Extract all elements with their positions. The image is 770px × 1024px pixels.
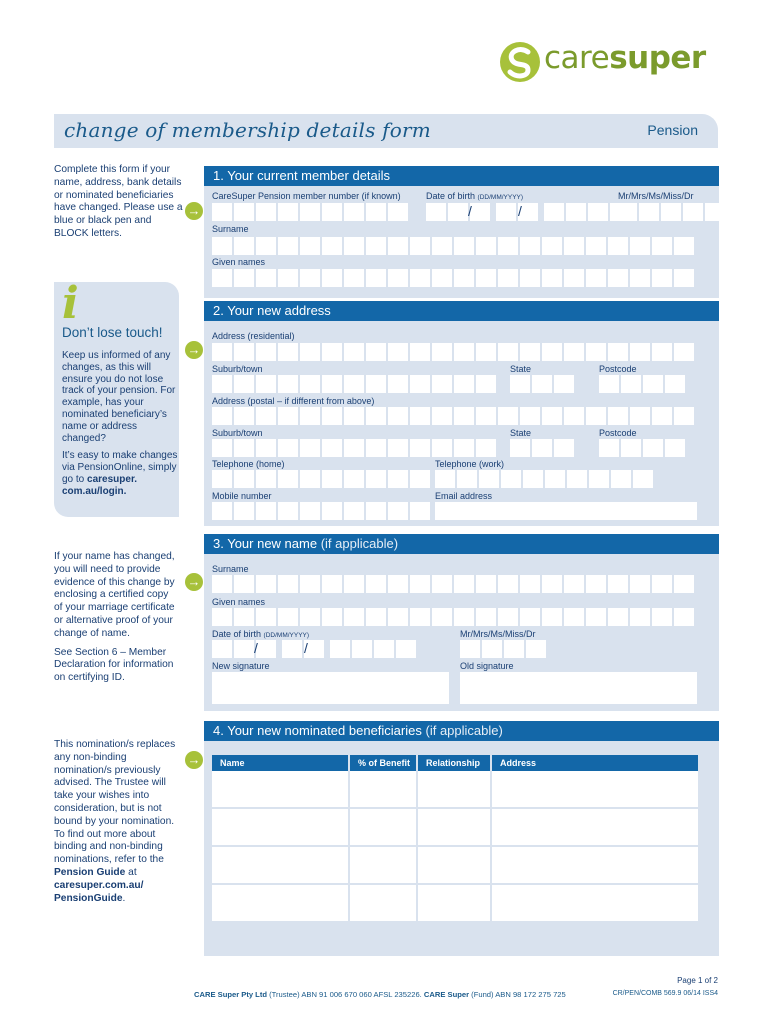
info-heading: Don’t lose touch! (62, 325, 163, 340)
form-code: CR/PEN/COMB 569.9 06/14 ISS4 (612, 990, 718, 997)
member-number-label: CareSuper Pension member number (if known) (212, 191, 401, 201)
form-title-bar (54, 114, 718, 148)
footer-legal: CARE Super Pty Ltd (Trustee) ABN 91 006 670 060 AFSL 235226. CARE Super (Fund) ABN 98 172 275 725 (194, 990, 566, 999)
tel-home-label: Telephone (home) (212, 459, 285, 469)
old-signature-field[interactable] (460, 672, 697, 704)
beneficiary-table-header (212, 755, 698, 771)
pension-guide-link[interactable]: Pension Guide (54, 866, 126, 878)
arrow-right-icon: → (185, 341, 203, 359)
form-title: change of membership details form (64, 118, 431, 142)
given-names-field[interactable] (212, 269, 694, 287)
section-4-heading: 4. Your new nominated beneficiaries (if applicable) (204, 721, 719, 741)
suburb-postal-label: Suburb/town (212, 428, 263, 438)
suburb-field[interactable] (212, 375, 496, 393)
new-dob-field[interactable] (212, 640, 416, 658)
postcode-field[interactable] (599, 375, 685, 393)
section-3-heading: 3. Your new name (if applicable) (204, 534, 719, 554)
tel-work-field[interactable] (435, 470, 653, 488)
suburb-postal-field[interactable] (212, 439, 496, 457)
mobile-field[interactable] (212, 502, 430, 520)
section-current-member-details: 1. Your current member details CareSuper Pension member number (if known) Date of birth (DD/MM/YYYY) Mr/Mrs/Ms/Miss/Dr / / Surname Given names (204, 166, 719, 298)
surname-field[interactable] (212, 237, 694, 255)
state-field[interactable] (510, 375, 574, 393)
table-row[interactable] (212, 771, 698, 807)
new-signature-label: New signature (212, 661, 270, 671)
state-postal-field[interactable] (510, 439, 574, 457)
new-title-field[interactable] (460, 640, 546, 658)
given-names-label: Given names (212, 257, 266, 267)
info-para-1: Keep us informed of any changes, as this will ensure you do not lose track of your pension. For example, has your nominated beneficiary’s name or address changed? (62, 350, 176, 444)
address-postal-label: Address (postal – if different from above) (212, 396, 375, 406)
surname-label: Surname (212, 224, 249, 234)
page-number: Page 1 of 2 (677, 976, 718, 985)
tel-home-field[interactable] (212, 470, 430, 488)
title-field[interactable] (617, 203, 725, 221)
new-surname-field[interactable] (212, 575, 694, 593)
tel-work-label: Telephone (work) (435, 459, 505, 469)
address-residential-label: Address (residential) (212, 331, 295, 341)
email-label: Email address (435, 491, 493, 501)
intro-text: Complete this form if your name, address, bank details or nominated beneficiaries have changed. Please use a blue or black pen and BLOCK letters. (54, 164, 183, 239)
logo-wordmark: caresuper (544, 40, 706, 76)
address-residential-field[interactable] (212, 343, 694, 361)
section-new-address (204, 301, 719, 526)
col-benefit: % of Benefit (350, 755, 418, 771)
nomination-note: This nomination/s replaces any non-binding nomination/s previously advised. The Trustee will take your wishes into consideration, but is not bound by your nomination. To find out more about binding and non-binding nominations, refer to the Pension Guide at caresuper.com.au/ PensionGuide. (54, 739, 176, 904)
dob-field[interactable] (426, 203, 630, 221)
address-postal-field[interactable] (212, 407, 694, 425)
arrow-right-icon: → (185, 202, 203, 220)
pension-guide-url[interactable]: caresuper.com.au/ PensionGuide (54, 879, 144, 904)
name-change-note: If your name has changed, you will need to provide evidence of this change by enclosing a certified copy of your marriage certificate or alternative proof of your change of name. See Section 6 – Member Declaration for information on certifying ID. (54, 551, 175, 684)
table-row[interactable] (212, 847, 698, 883)
table-row[interactable] (212, 809, 698, 845)
member-number-field[interactable] (212, 203, 408, 221)
table-row[interactable] (212, 885, 698, 921)
postcode-postal-field[interactable] (599, 439, 685, 457)
email-field[interactable] (435, 502, 697, 520)
info-box (54, 278, 179, 517)
section-2-heading: 2. Your new address (204, 301, 719, 321)
col-relationship: Relationship (418, 755, 492, 771)
login-link[interactable]: caresuper. com.au/login. (62, 473, 138, 497)
info-body (62, 350, 180, 504)
section-1-heading: 1. Your current member details (204, 166, 719, 186)
suburb-label: Suburb/town (212, 364, 263, 374)
caresuper-logo-icon (498, 40, 542, 84)
col-address: Address (492, 755, 698, 771)
pension-badge: Pension (647, 122, 698, 138)
arrow-right-icon: → (185, 573, 203, 591)
dob-label: Date of birth (DD/MM/YYYY) (426, 191, 524, 201)
section-nominated-beneficiaries (204, 721, 719, 956)
caresuper-logo (498, 38, 720, 86)
new-signature-field[interactable] (212, 672, 449, 704)
title-label: Mr/Mrs/Ms/Miss/Dr (618, 191, 694, 201)
mobile-label: Mobile number (212, 491, 272, 501)
old-signature-label: Old signature (460, 661, 514, 671)
new-dob-label: Date of birth (DD/MM/YYYY) (212, 629, 310, 639)
section-new-name: 3. Your new name (if applicable) Surname Given names Date of birth (DD/MM/YYYY) Mr/Mrs/Ms/Miss/Dr / / New signature Old signature (204, 534, 719, 711)
postcode-label: Postcode (599, 364, 637, 374)
col-name: Name (212, 755, 350, 771)
arrow-right-icon: → (185, 751, 203, 769)
new-title-label: Mr/Mrs/Ms/Miss/Dr (460, 629, 536, 639)
new-given-names-label: Given names (212, 597, 266, 607)
postcode-postal-label: Postcode (599, 428, 637, 438)
state-label: State (510, 364, 532, 374)
new-given-names-field[interactable] (212, 608, 694, 626)
info-icon: i (62, 278, 79, 329)
new-surname-label: Surname (212, 564, 249, 574)
info-para-2: It’s easy to make changes via PensionOnline, simply go to caresuper. com.au/login. (62, 450, 178, 497)
state-postal-label: State (510, 428, 532, 438)
